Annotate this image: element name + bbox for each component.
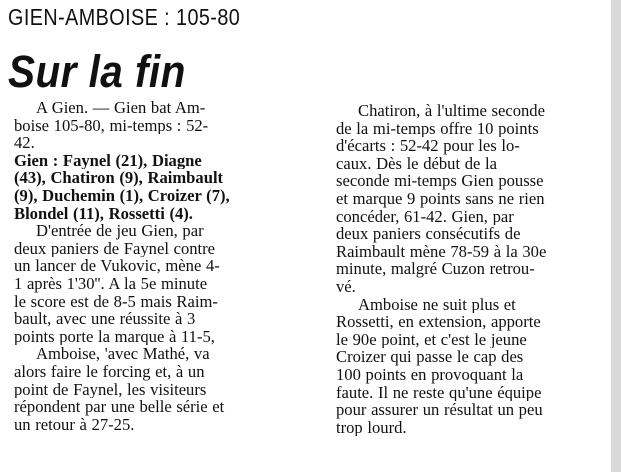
lineup-paragraph (14, 152, 287, 222)
text-line: 100 points en provoquant la (336, 365, 524, 384)
text-line: Gien : Faynel (21), Diagne (14, 151, 202, 170)
text-line: deux paniers consécutifs de (336, 225, 521, 243)
text-line: répondent par une belle série et (14, 398, 225, 416)
text-line: A Gien. — Gien bat Am- (36, 99, 206, 117)
left-text-column (14, 99, 287, 433)
text-line: seconde mi-temps Gien pousse (336, 172, 544, 190)
text-line: concéder, 61-42. Gien, par (336, 207, 514, 226)
scan-edge-shading (611, 0, 621, 472)
text-line: caux. Dès le début de la (336, 154, 497, 173)
text-line: 1 après 1'30''. A la 5e minute (14, 274, 208, 293)
text-line: D'entrée de jeu Gien, par (36, 222, 204, 240)
text-line: Chatiron, à l'ultime seconde (358, 102, 545, 120)
text-line: de la mi-temps offre 10 points (336, 119, 539, 138)
text-line: le 90e point, et c'est le jeune (336, 330, 527, 349)
text-line: (43), Chatiron (9), Raimbault (14, 169, 224, 187)
text-line: 42. (14, 134, 35, 152)
body-paragraph (14, 345, 287, 433)
text-line: minute, malgré Cuzon retrou- (336, 260, 535, 278)
body-paragraph (336, 296, 605, 437)
text-line: un lancer de Vukovic, mène 4- (14, 257, 220, 275)
text-line: Amboise, 'avec Mathé, va (36, 345, 210, 363)
text-line: points porte la marque à 11-5, (14, 327, 215, 346)
text-line: vé. (336, 277, 356, 296)
text-line: un retour à 27-25. (14, 415, 135, 434)
text-line: alors faire le forcing et, à un (14, 362, 205, 381)
text-line: Raimbault mène 78-59 à la 30e (336, 242, 547, 261)
text-line: faute. Il ne reste qu'une équipe (336, 383, 542, 402)
body-paragraph (336, 102, 605, 296)
text-line: pour assurer un résultat un peu (336, 401, 543, 419)
text-line: boise 105-80, mi-temps : 52- (14, 116, 209, 135)
text-line: trop lourd. (336, 418, 407, 437)
article-headline: Sur la fin (8, 46, 186, 97)
text-line: deux paniers de Faynel contre (14, 239, 216, 258)
text-line: point de Faynel, les visiteurs (14, 380, 207, 399)
text-line: Rossetti, en extension, apporte (336, 313, 541, 331)
body-paragraph (14, 99, 287, 152)
article-kicker: GIEN-AMBOISE : 105-80 (8, 4, 241, 30)
body-paragraph (14, 222, 287, 345)
text-line: Croizer qui passe le cap des (336, 348, 524, 366)
right-text-column (336, 102, 605, 436)
text-line: bault, avec une réussite à 3 (14, 310, 196, 328)
text-line: Amboise ne suit plus et (358, 295, 516, 314)
text-line: et marque 9 points sans ne rien (336, 189, 545, 208)
text-line: le score est de 8-5 mais Raim- (14, 292, 218, 311)
text-line: (9), Duchemin (1), Croizer (7), (14, 186, 230, 205)
text-line: Blondel (11), Rossetti (4). (14, 204, 193, 223)
text-line: d'écarts : 52-42 pour les lo- (336, 137, 520, 155)
